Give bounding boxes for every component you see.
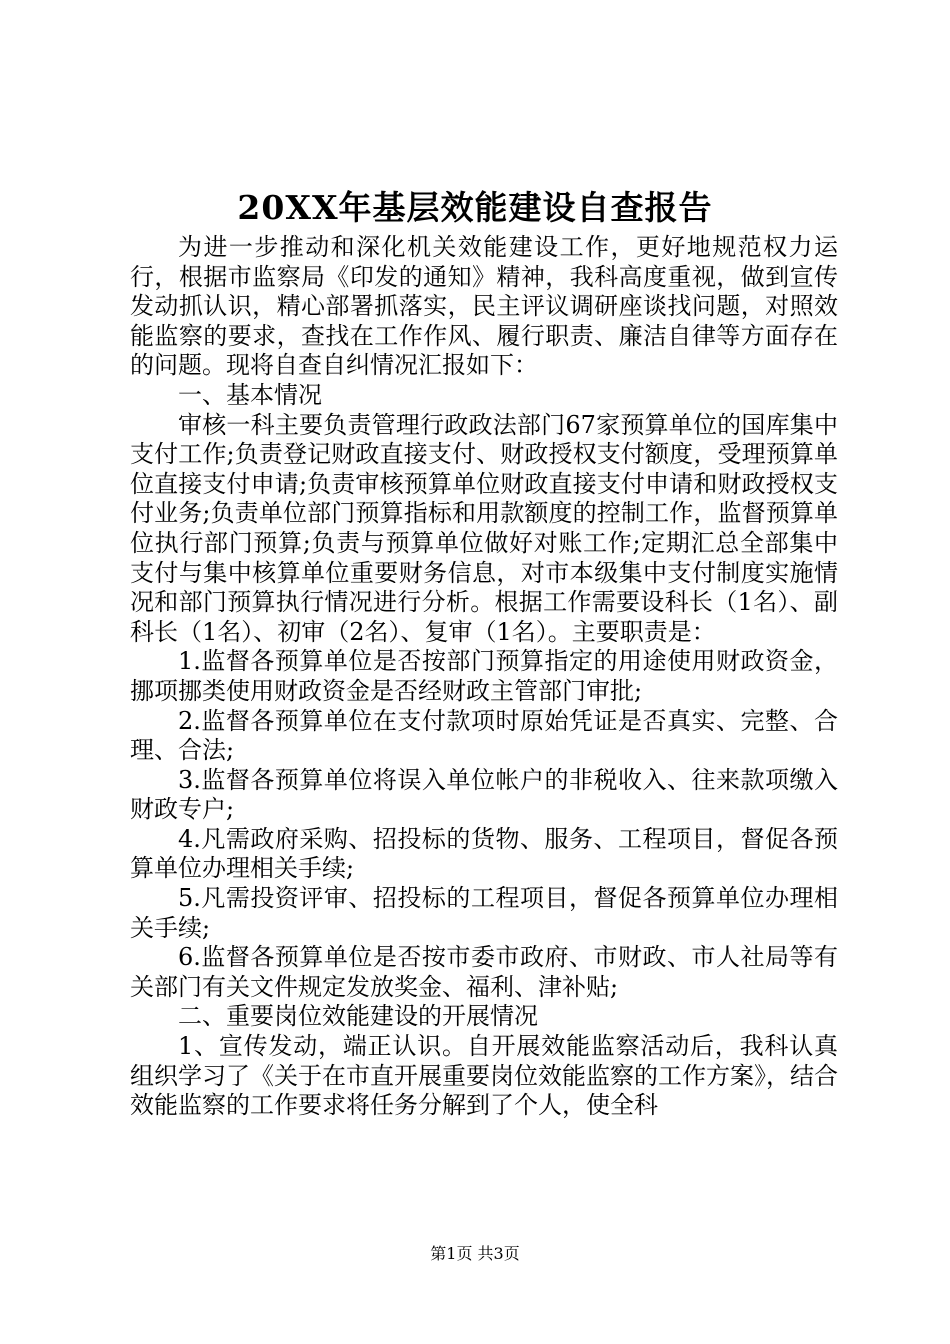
duty-item-3: 3.监督各预算单位将误入单位帐户的非税收入、往来款项缴入财政专户; — [130, 765, 838, 824]
paragraph-progress-1: 1、宣传发动，端正认识。自开展效能监察活动后，我科认真组织学习了《关于在市直开展重要岗位效能监察的工作方案》，结合效能监察的工作要求将任务分解到了个人，使全科 — [130, 1032, 838, 1120]
paragraph-intro: 为进一步推动和深化机关效能建设工作，更好地规范权力运行，根据市监察局《印发的通知》精神，我科高度重视，做到宣传发动抓认识，精心部署抓落实，民主评议调研座谈找问题，对照效能监察的要求，查找在工作作风、履行职责、廉洁自律等方面存在的问题。现将自查自纠情况汇报如下： — [130, 233, 838, 380]
section-heading-basic: 一、基本情况 — [178, 380, 322, 409]
paragraph-basic: 审核一科主要负责管理行政政法部门67家预算单位的国库集中支付工作;负责登记财政直接支付、财政授权支付额度，受理预算单位直接支付申请;负责审核预算单位财政直接支付申请和财政授权支付业务;负责单位部门预算指标和用款额度的控制工作，监督预算单位执行部门预算;负责与预算单位做好对账工作;定期汇总全部集中支付与集中核算单位重要财务信息，对市本级集中支付制度实施情况和部门预算执行情况进行分析。根据工作需要设科长（1名）、副科长（1名）、初审（2名）、复审（1名）。主要职责是： — [130, 410, 838, 646]
page-number: 第1页 共3页 — [430, 1244, 520, 1263]
duty-item-4: 4.凡需政府采购、招投标的货物、服务、工程项目，督促各预算单位办理相关手续; — [130, 824, 838, 883]
section-heading-progress: 二、重要岗位效能建设的开展情况 — [178, 1002, 538, 1031]
document-body — [130, 233, 838, 1121]
duty-item-5: 5.凡需投资评审、招投标的工程项目，督促各预算单位办理相关手续; — [130, 884, 838, 942]
document-title: 20XX年基层效能建设自查报告 — [237, 188, 713, 227]
duty-item-2: 2.监督各预算单位在支付款项时原始凭证是否真实、完整、合理、合法; — [130, 706, 838, 765]
duty-item-6: 6.监督各预算单位是否按市委市政府、市财政、市人社局等有关部门有关文件规定发放奖金、福利、津补贴; — [130, 943, 838, 1001]
duty-item-1: 1.监督各预算单位是否按部门预算指定的用途使用财政资金，挪项挪类使用财政资金是否经财政主管部门审批; — [130, 647, 838, 705]
